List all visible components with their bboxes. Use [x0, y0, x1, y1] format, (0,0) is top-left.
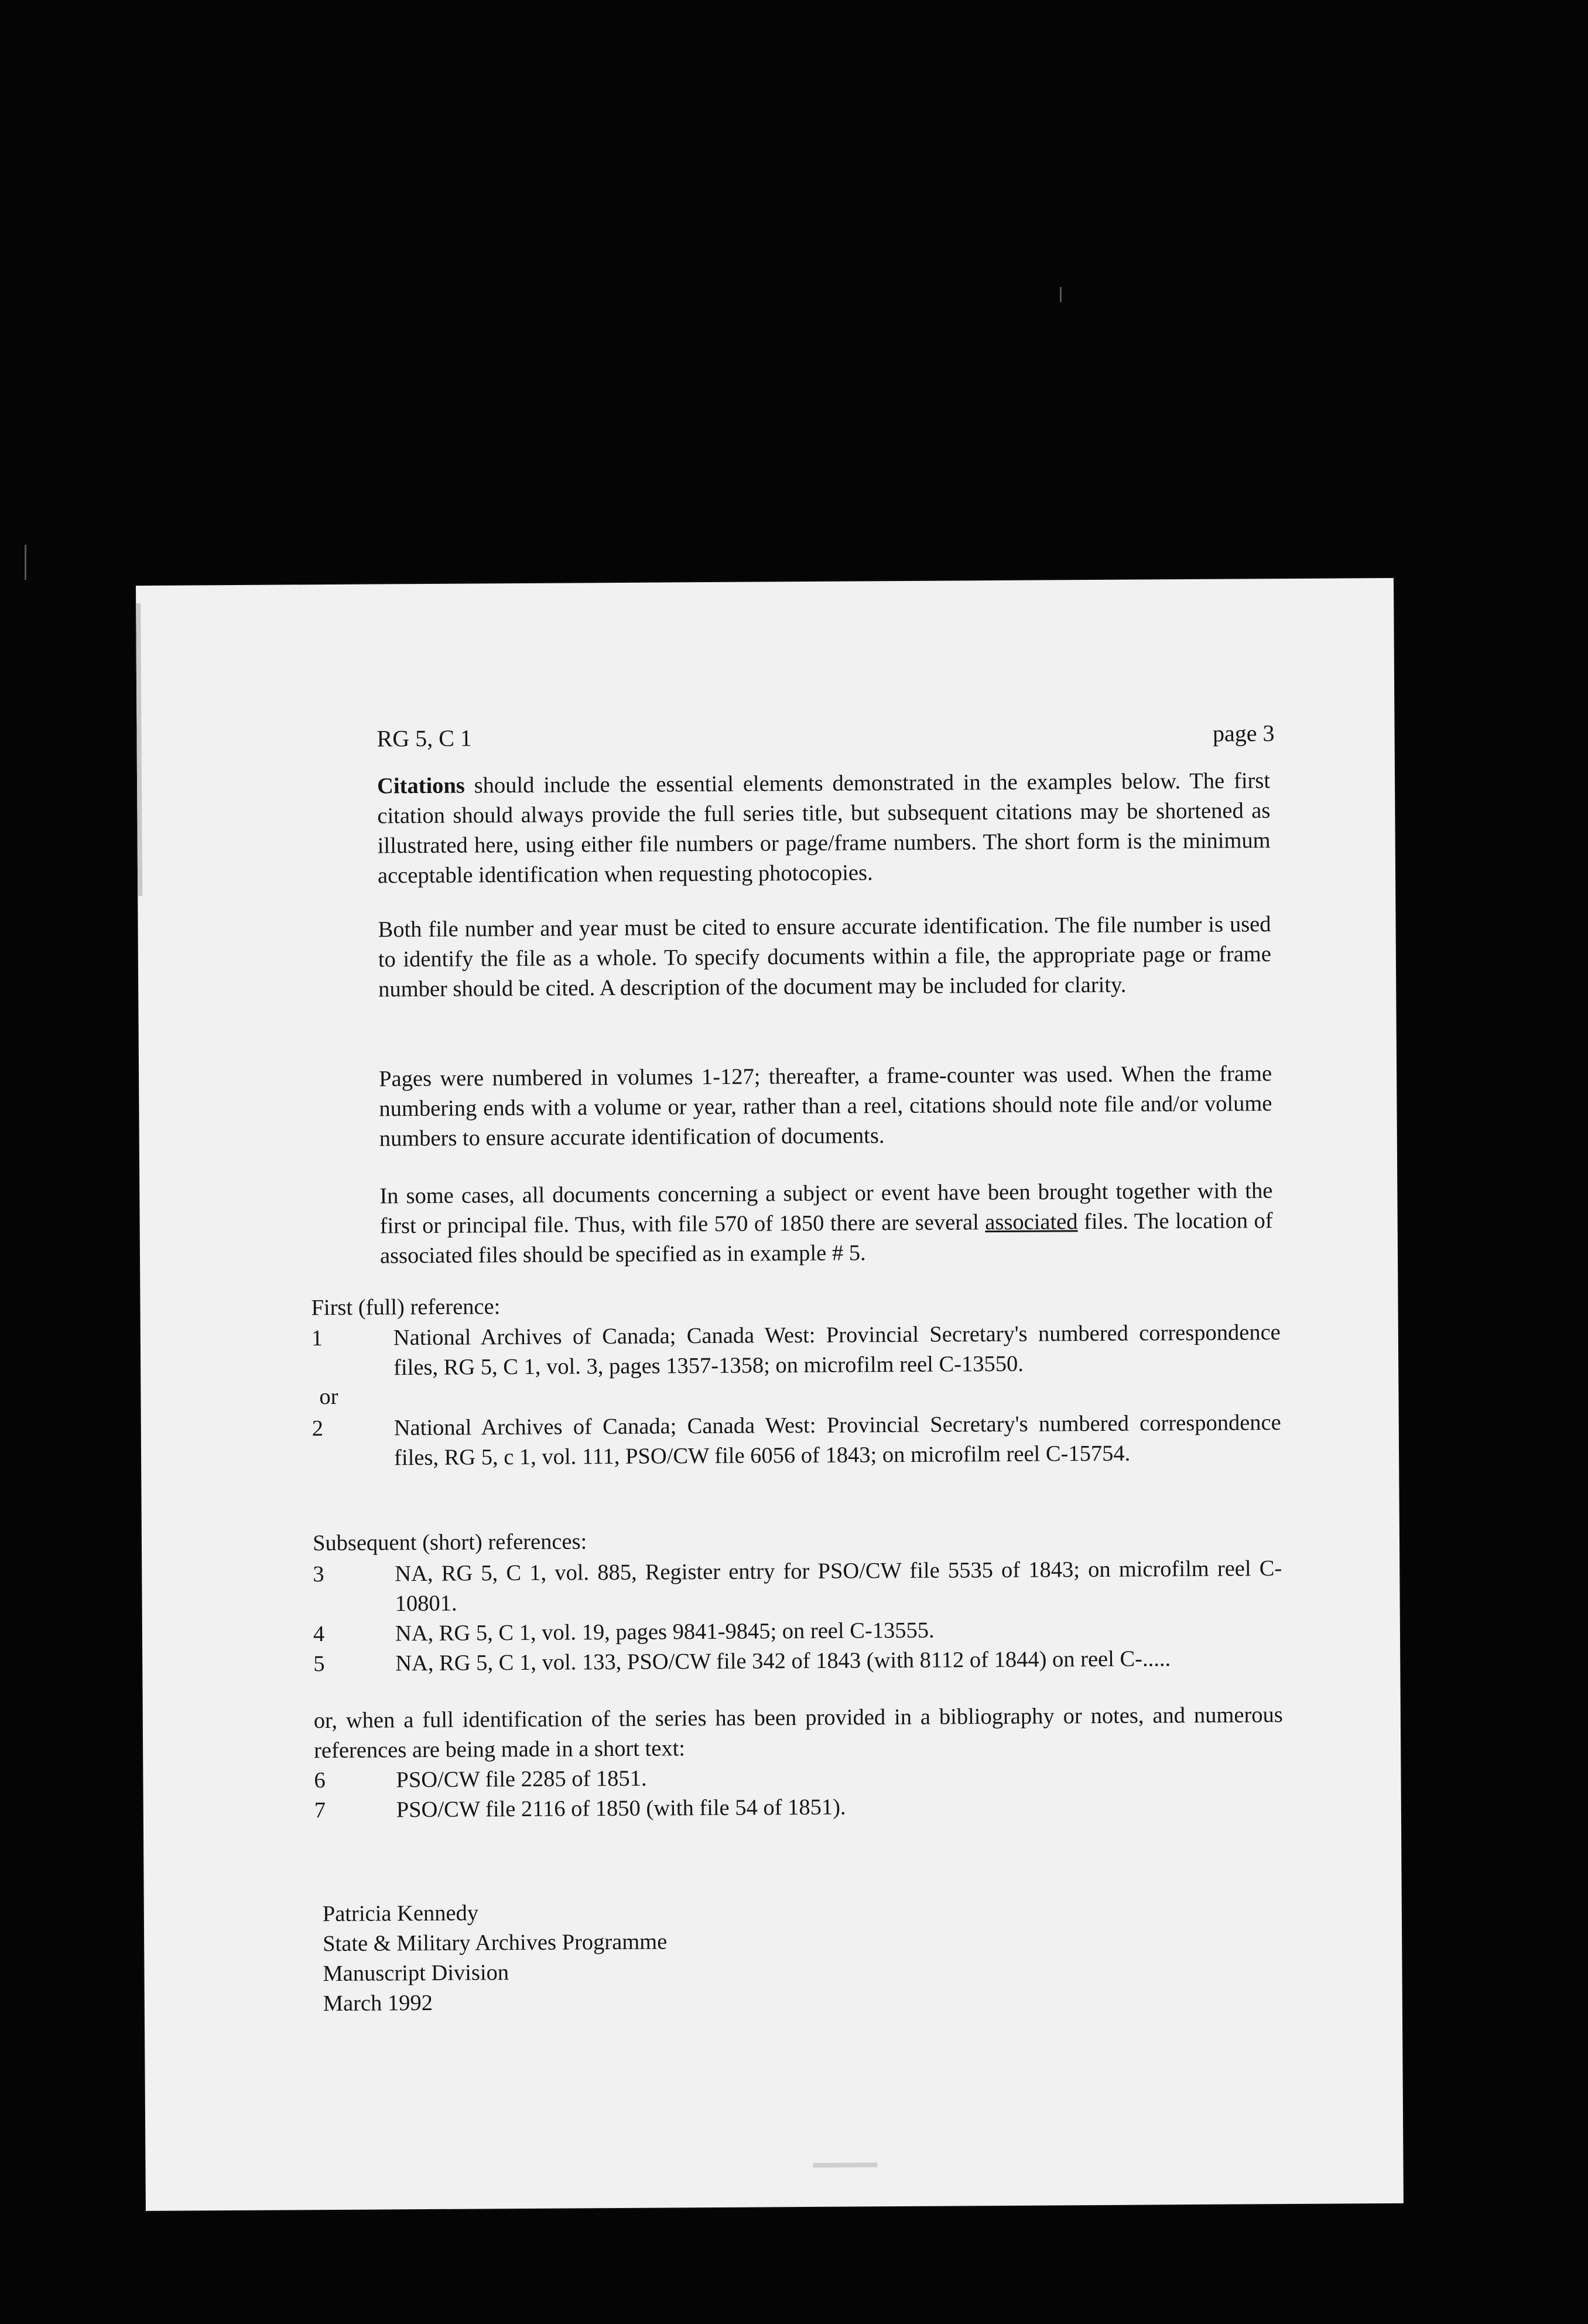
film-speck — [1060, 287, 1062, 302]
page-content — [136, 578, 1404, 2211]
document-page — [136, 578, 1404, 2211]
document-date: March 1992 — [323, 1990, 433, 2017]
reference-text: National Archives of Canada; Canada West: Provincial Secretary's numbered correspondence files, RG 5, C 1, vol. 3, pages 1357-1358; on microfilm reel C-13550. — [393, 1320, 1281, 1380]
reference-item — [312, 1408, 1282, 1474]
film-speck — [25, 545, 26, 580]
reference-text: NA, RG 5, C 1, vol. 885, Register entry for PSO/CW file 5535 of 1843; on microfilm reel C-10801. — [395, 1556, 1282, 1616]
reference-number: 2 — [312, 1416, 324, 1441]
page-numbering-paragraph: Pages were numbered in volumes 1-127; thereafter, a frame-counter was used. When the frame numbering ends with a volume or year, rather than a reel, citations should note file and/or volume numbers to ensure accurate identification of documents. — [379, 1061, 1272, 1151]
reference-number: 1 — [311, 1326, 323, 1351]
citations-lead: Citations — [377, 773, 465, 799]
author-programme: State & Military Archives Programme — [323, 1929, 668, 1957]
reference-text: NA, RG 5, C 1, vol. 19, pages 9841-9845; on reel C-13555. — [395, 1618, 935, 1646]
reference-item — [312, 1318, 1281, 1383]
reference-item — [314, 1790, 1284, 1826]
file-number-paragraph: Both file number and year must be cited to ensure accurate identification. The file number is used to identify the file as a whole. To specify documents within a file, the appropriate page or frame number should be cited. A description of the document may be included for clarity. — [378, 912, 1272, 1002]
reference-text: PSO/CW file 2285 of 1851. — [396, 1766, 647, 1793]
reference-item — [313, 1554, 1282, 1619]
reference-text: PSO/CW file 2116 of 1850 (with file 54 of 1851). — [396, 1795, 846, 1823]
short-reference-heading: Subsequent (short) references: — [312, 1529, 587, 1556]
reference-number: 5 — [313, 1652, 325, 1677]
reference-number: 4 — [313, 1622, 325, 1647]
associated-files-text-end: files. The location of associated files should be specified as in example # 5. — [379, 1208, 1273, 1269]
associated-files-paragraph — [379, 1176, 1273, 1271]
author-name: Patricia Kennedy — [322, 1901, 479, 1927]
reference-number: 6 — [314, 1768, 326, 1793]
reference-number: 7 — [314, 1798, 326, 1823]
reference-text: NA, RG 5, C 1, vol. 133, PSO/CW file 342 of 1843 (with 8112 of 1844) on reel C-..... — [395, 1646, 1171, 1676]
signature-block — [323, 1898, 668, 2019]
reference-number: 3 — [313, 1562, 324, 1587]
associated-files-text-start: In some cases, all documents concerning a subject or event have been brought together with the first or principal file. Thus, with file 570 of 1850 there are several — [379, 1178, 1273, 1239]
bibliography-intro: or, when a full identification of the series has been provided in a bibliography or notes, and numerous references are being made in a short text: — [313, 1703, 1283, 1763]
author-division: Manuscript Division — [323, 1960, 509, 1987]
associated-term: associated — [985, 1209, 1078, 1235]
citations-text: should include the essential elements demonstrated in the examples below. The first citation should always provide the full series title, but subsequent citations may be shortened as illustrated here, using either file numbers or page/frame numbers. The short form is the minimum acceptable identification when requesting photocopies. — [377, 768, 1271, 888]
or-separator: or — [319, 1384, 338, 1410]
page-number: page 3 — [1212, 720, 1275, 747]
full-reference-heading: First (full) reference: — [311, 1294, 501, 1321]
intro-paragraph — [377, 766, 1271, 891]
series-reference: RG 5, C 1 — [377, 724, 472, 752]
reference-item — [313, 1643, 1282, 1679]
reference-text: National Archives of Canada; Canada West: Provincial Secretary's numbered correspondence files, RG 5, c 1, vol. 111, PSO/CW file 6056 of 1843; on microfilm reel C-15754. — [393, 1410, 1281, 1471]
